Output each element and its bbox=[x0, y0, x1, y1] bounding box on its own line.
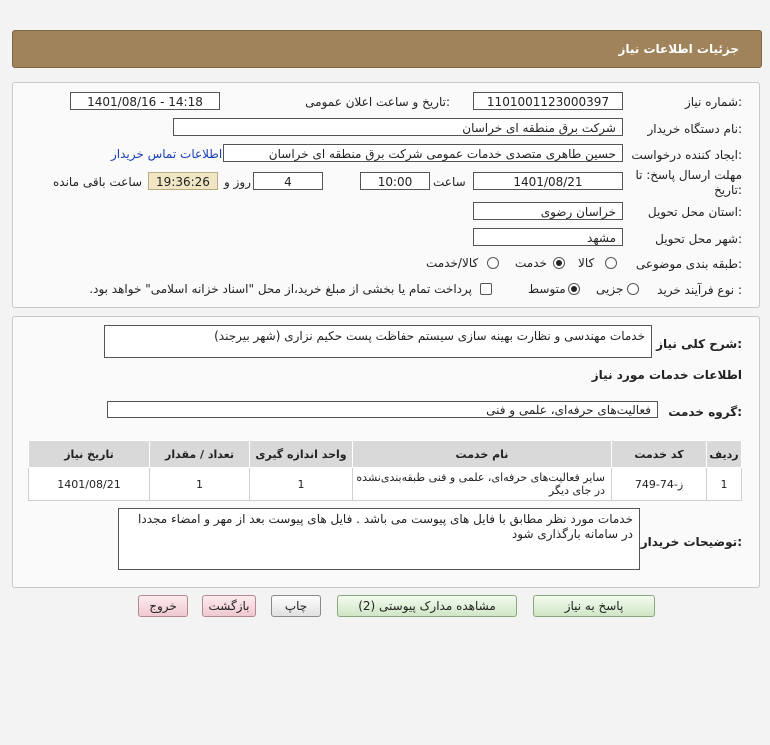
cell-row: 1 bbox=[707, 468, 742, 501]
remaining-time-counter: 19:36:26 bbox=[148, 172, 218, 190]
col-need-date: تاریخ نیاز bbox=[29, 441, 150, 468]
treasury-payment-checkbox[interactable] bbox=[480, 283, 492, 295]
remaining-days-field[interactable]: 4 bbox=[253, 172, 323, 190]
need-summary-label: شرح کلی نیاز: bbox=[656, 337, 742, 351]
buyer-org-label: نام دستگاه خریدار: bbox=[647, 122, 742, 136]
category-option-goods: کالا bbox=[578, 256, 595, 270]
category-option-goods-service: کالا/خدمت bbox=[426, 256, 479, 270]
service-group-field[interactable]: فعالیت‌های حرفه‌ای، علمی و فنی bbox=[107, 401, 658, 418]
process-radio-minor[interactable] bbox=[627, 283, 639, 295]
process-option-medium: متوسط bbox=[528, 282, 566, 296]
buyer-contact-link[interactable]: اطلاعات تماس خریدار bbox=[111, 147, 223, 161]
view-attachments-button[interactable]: مشاهده مدارک پیوستی (2) bbox=[337, 595, 517, 617]
deadline-time-label: ساعت bbox=[433, 175, 466, 189]
category-label: طبقه بندی موضوعی: bbox=[635, 257, 742, 271]
col-unit: واحد اندازه گیری bbox=[250, 441, 353, 468]
cell-unit: 1 bbox=[250, 468, 353, 501]
service-group-label: گروه خدمت: bbox=[668, 405, 742, 419]
need-number-field[interactable]: 1101001123000397 bbox=[473, 92, 623, 110]
exit-button[interactable]: خروج bbox=[138, 595, 188, 617]
cell-need-date: 1401/08/21 bbox=[29, 468, 150, 501]
treasury-payment-note: پرداخت تمام یا بخشی از مبلغ خرید،از محل "اسناد خزانه اسلامی" خواهد بود. bbox=[89, 282, 472, 296]
process-label: نوع فرآیند خرید : bbox=[657, 283, 742, 297]
category-radio-goods-service[interactable] bbox=[487, 257, 499, 269]
info-panel bbox=[12, 82, 760, 308]
buyer-notes-label: توضیحات خریدار: bbox=[640, 535, 742, 549]
process-radio-medium[interactable] bbox=[568, 283, 580, 295]
deadline-label-date: تاریخ: bbox=[714, 183, 742, 197]
cell-service-code: ز-74-749 bbox=[612, 468, 707, 501]
need-summary-field[interactable]: خدمات مهندسی و نظارت بهینه سازی سیستم حفاظت پست حکیم نزاری (شهر بیرجند) bbox=[104, 325, 652, 358]
buyer-org-field[interactable]: شرکت برق منطقه ای خراسان bbox=[173, 118, 623, 136]
col-row: ردیف bbox=[707, 441, 742, 468]
col-service-name: نام خدمت bbox=[353, 441, 612, 468]
category-option-service: خدمت bbox=[515, 256, 547, 270]
back-button[interactable]: بازگشت bbox=[202, 595, 256, 617]
services-table bbox=[28, 440, 742, 501]
city-label: شهر محل تحویل: bbox=[655, 232, 742, 246]
col-quantity: تعداد / مقدار bbox=[150, 441, 250, 468]
deadline-label: مهلت ارسال پاسخ: تا bbox=[635, 168, 742, 182]
process-option-minor: جزیی bbox=[596, 282, 624, 296]
deadline-time-field[interactable]: 10:00 bbox=[360, 172, 430, 190]
days-label: روز و bbox=[224, 175, 251, 189]
province-label: استان محل تحویل: bbox=[647, 205, 742, 219]
city-field[interactable]: مشهد bbox=[473, 228, 623, 246]
category-radio-service[interactable] bbox=[553, 257, 565, 269]
need-number-label: شماره نیاز: bbox=[684, 95, 742, 109]
page-header bbox=[12, 30, 762, 68]
cell-service-name: سایر فعالیت‌های حرفه‌ای، علمی و فنی طبقه‌بندی‌نشده در جای دیگر bbox=[353, 468, 612, 501]
services-table-header bbox=[29, 441, 742, 468]
table-row[interactable] bbox=[29, 468, 742, 501]
category-radio-goods[interactable] bbox=[605, 257, 617, 269]
deadline-date-field[interactable]: 1401/08/21 bbox=[473, 172, 623, 190]
page-title: جزئیات اطلاعات نیاز bbox=[618, 42, 739, 56]
print-button[interactable]: چاپ bbox=[271, 595, 321, 617]
province-field[interactable]: خراسان رضوی bbox=[473, 202, 623, 220]
announce-datetime-field[interactable]: 1401/08/16 - 14:18 bbox=[70, 92, 220, 110]
reply-to-need-button[interactable]: پاسخ به نیاز bbox=[533, 595, 655, 617]
services-info-title: اطلاعات خدمات مورد نیاز bbox=[591, 368, 742, 382]
col-service-code: کد خدمت bbox=[612, 441, 707, 468]
buyer-notes-field[interactable]: خدمات مورد نظر مطابق با فایل های پیوست می باشد . فایل های پیوست بعد از مهر و امضاء مجددا در سامانه بارگذاری شود bbox=[118, 508, 640, 570]
remaining-time-label: ساعت باقی مانده bbox=[53, 175, 143, 189]
requester-field[interactable]: حسین طاهری متصدی خدمات عمومی شرکت برق منطقه ای خراسان bbox=[223, 144, 623, 162]
announce-label: تاریخ و ساعت اعلان عمومی: bbox=[305, 95, 450, 109]
cell-quantity: 1 bbox=[150, 468, 250, 501]
requester-label: ایجاد کننده درخواست: bbox=[631, 148, 742, 162]
